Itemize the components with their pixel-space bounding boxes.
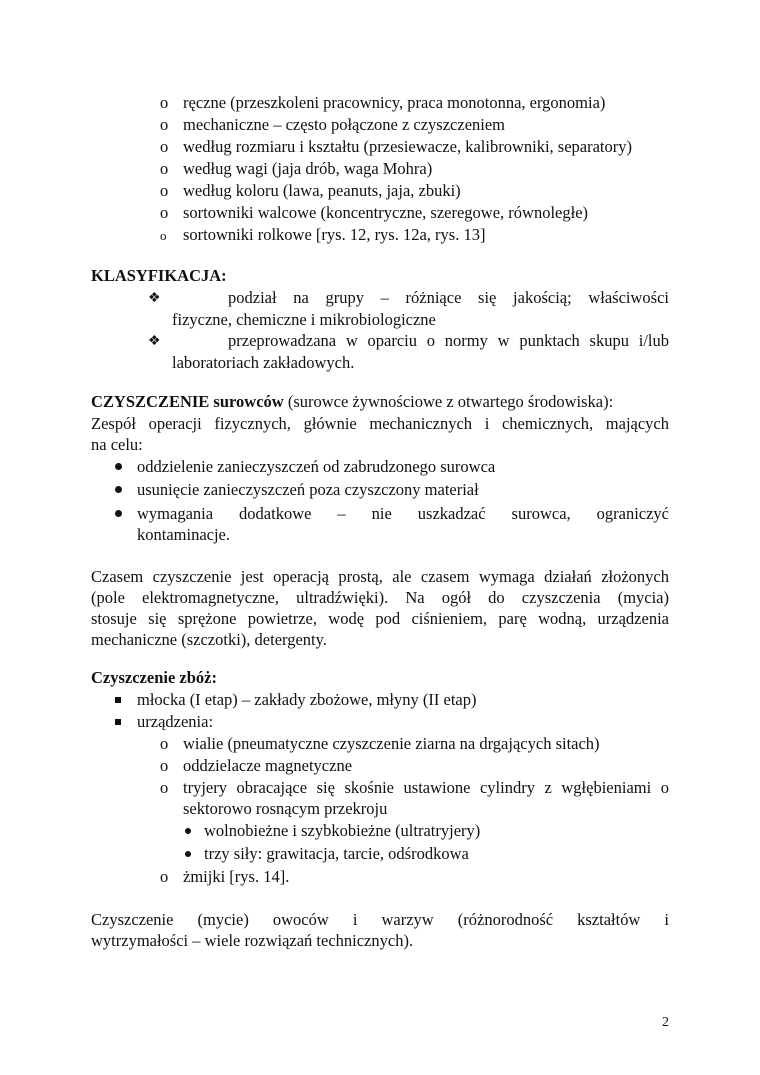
section-heading-zboz: Czyszczenie zbóż:: [91, 668, 217, 687]
square-bullet-icon: [115, 719, 121, 725]
page-number: 2: [662, 1015, 669, 1030]
list-item: trzy siły: grawitacja, tarcie, odśrodkowa: [204, 844, 469, 863]
circle-bullet-icon: o: [160, 734, 169, 753]
circle-bullet-icon: o: [160, 115, 169, 134]
diamond-bullet-icon: ❖: [148, 334, 161, 349]
list-item: młocka (I etap) – zakłady zbożowe, młyny (II etap): [137, 690, 477, 709]
list-item-continuation: sektorowo rosnącym przekroju: [183, 799, 388, 818]
list-item: oddzielenie zanieczyszczeń od zabrudzonego surowca: [137, 457, 496, 476]
list-item: podział na grupy – różniące się jakością; właściwości: [228, 288, 669, 307]
list-item: według koloru (lawa, peanuts, jaja, zbuki): [183, 181, 461, 200]
circle-bullet-icon: o: [160, 756, 169, 775]
circle-bullet-icon: o: [160, 203, 169, 222]
bullet-dot-icon: [115, 510, 122, 517]
circle-bullet-icon: o: [160, 778, 169, 797]
list-item: sortowniki walcowe (koncentryczne, szeregowe, równoległe): [183, 203, 589, 222]
circle-bullet-icon: o: [160, 93, 169, 112]
section-heading-klasyfikacja: KLASYFIKACJA:: [91, 266, 227, 285]
list-item-continuation: kontaminacje.: [137, 525, 231, 544]
list-item: żmijki [rys. 14].: [183, 867, 290, 886]
list-item: przeprowadzana w oparciu o normy w punktach skupu i/lub: [228, 331, 669, 350]
list-item-continuation: laboratoriach zakładowych.: [172, 353, 355, 372]
paragraph-line: stosuje się sprężone powietrze, wodę pod ciśnieniem, parę wodną, urządzenia: [91, 609, 669, 628]
paragraph-line: na celu:: [91, 435, 143, 454]
paragraph-line: Zespół operacji fizycznych, głównie mechanicznych i chemicznych, mających: [91, 414, 669, 433]
list-item: usunięcie zanieczyszczeń poza czyszczony materiał: [137, 480, 479, 499]
list-item: urządzenia:: [137, 712, 214, 731]
heading-rest: (surowce żywnościowe z otwartego środowiska):: [287, 392, 614, 411]
diamond-bullet-icon: ❖: [148, 291, 161, 306]
circle-bullet-icon: o: [160, 228, 167, 243]
square-bullet-icon: [115, 697, 121, 703]
list-item: wymagania dodatkowe – nie uszkadzać surowca, ograniczyć: [137, 504, 669, 523]
section-heading-czyszczenie: [91, 392, 613, 412]
list-item: wolnobieżne i szybkobieżne (ultratryjery): [204, 821, 481, 840]
circle-bullet-icon: o: [160, 137, 169, 156]
circle-bullet-icon: o: [160, 159, 169, 178]
heading-bold-1: CZYSZCZENIE: [91, 392, 210, 411]
paragraph-line: wytrzymałości – wiele rozwiązań technicznych).: [91, 931, 414, 950]
bullet-dot-icon: [185, 851, 191, 857]
list-item: mechaniczne – często połączone z czyszczeniem: [183, 115, 506, 134]
bullet-dot-icon: [115, 486, 122, 493]
paragraph-line: mechaniczne (szczotki), detergenty.: [91, 630, 327, 649]
paragraph-line: (pole elektromagnetyczne, ultradźwięki). Na ogół do czyszczenia (mycia): [91, 588, 669, 607]
heading-bold-2: surowców: [213, 392, 284, 411]
list-item-continuation: fizyczne, chemiczne i mikrobiologiczne: [172, 310, 436, 329]
bullet-dot-icon: [115, 463, 122, 470]
list-item: według wagi (jaja drób, waga Mohra): [183, 159, 433, 178]
bullet-dot-icon: [185, 828, 191, 834]
paragraph-line: Czasem czyszczenie jest operacją prostą, ale czasem wymaga działań złożonych: [91, 567, 669, 586]
circle-bullet-icon: o: [160, 867, 169, 886]
list-item: tryjery obracające się skośnie ustawione cylindry z wgłębieniami o: [183, 778, 669, 797]
list-item: oddzielacze magnetyczne: [183, 756, 353, 775]
list-item: ręczne (przeszkoleni pracownicy, praca monotonna, ergonomia): [183, 93, 606, 112]
list-item: sortowniki rolkowe [rys. 12, rys. 12a, rys. 13]: [183, 225, 486, 244]
paragraph-line: Czyszczenie (mycie) owoców i warzyw (różnorodność kształtów i: [91, 910, 669, 929]
circle-bullet-icon: o: [160, 181, 169, 200]
list-item: według rozmiaru i kształtu (przesiewacze, kalibrowniki, separatory): [183, 137, 632, 156]
list-item: wialie (pneumatyczne czyszczenie ziarna na drgających sitach): [183, 734, 600, 753]
